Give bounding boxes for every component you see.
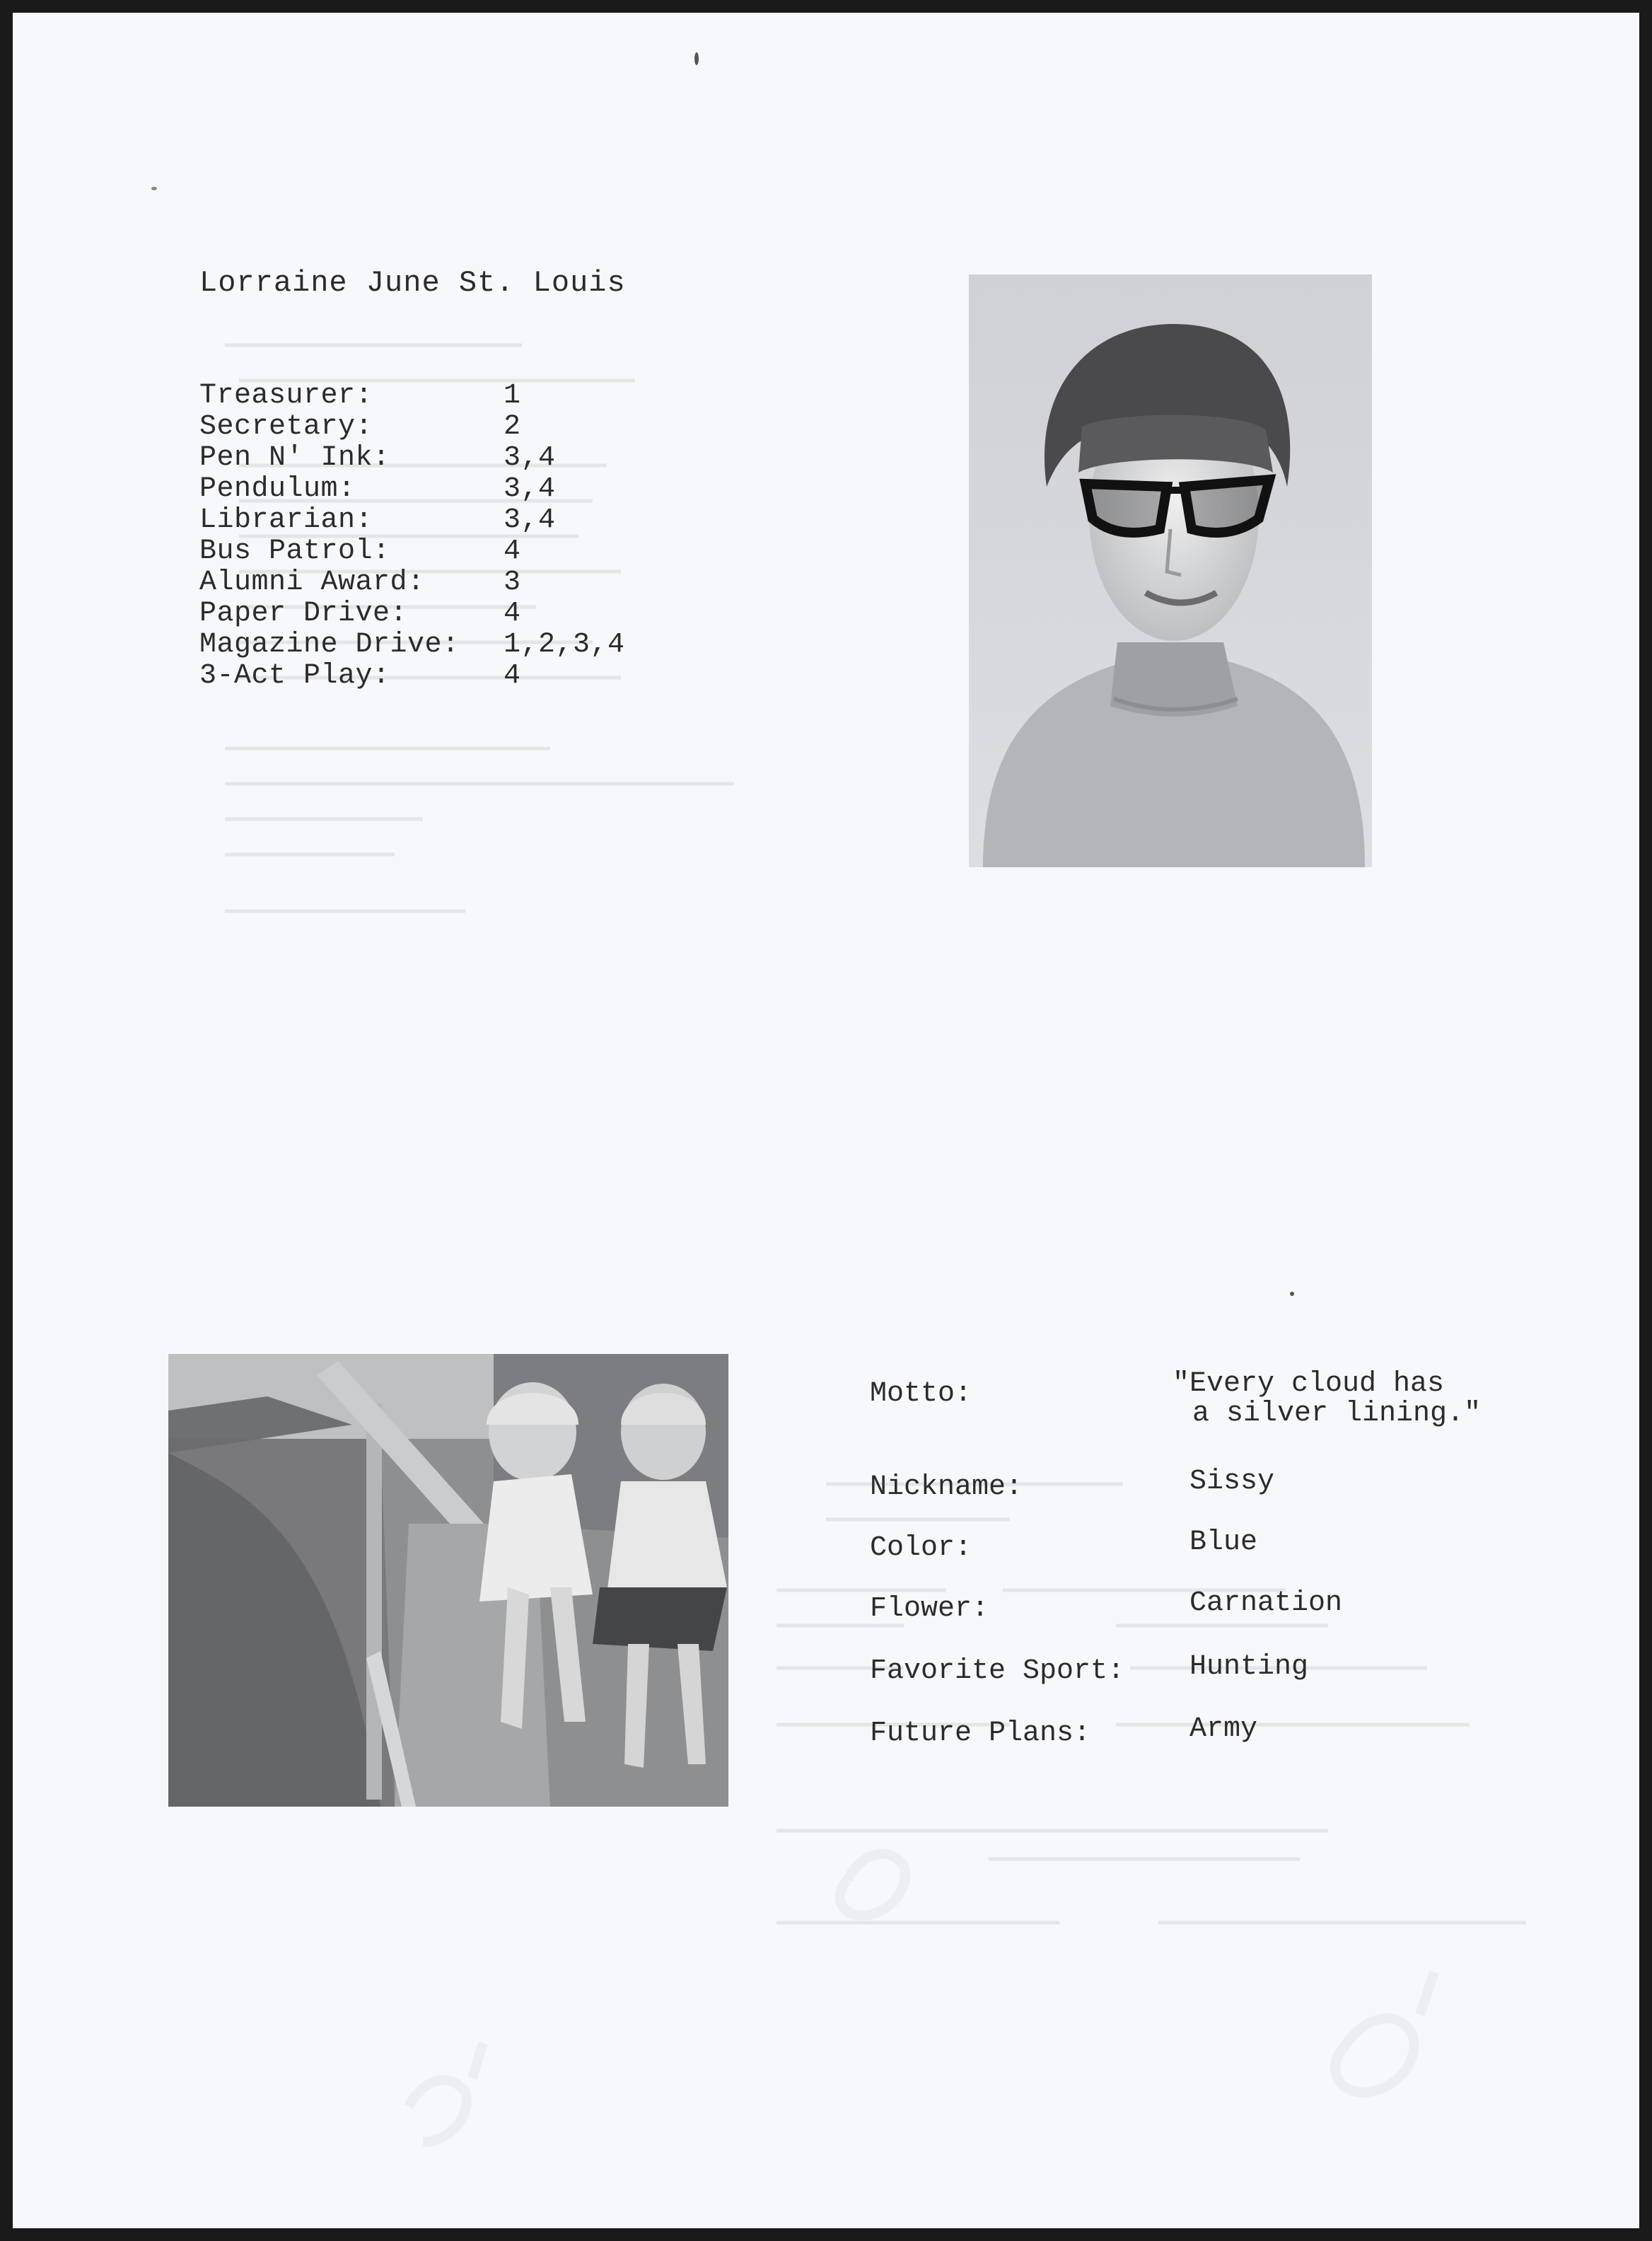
activity-label: Paper Drive:	[199, 598, 408, 630]
flower-label: Flower:	[870, 1593, 989, 1625]
nickname-label: Nickname:	[870, 1471, 1023, 1503]
activity-years: 2	[504, 411, 521, 443]
activity-label: Magazine Drive:	[199, 629, 460, 661]
motto-value	[1173, 1370, 1481, 1429]
activity-row	[199, 412, 625, 443]
color-value: Blue	[1189, 1527, 1258, 1558]
activity-years: 4	[504, 660, 521, 692]
activity-label: Bus Patrol:	[199, 535, 390, 567]
activity-label: Alumni Award:	[199, 567, 425, 598]
color-label: Color:	[870, 1532, 972, 1564]
activity-years: 4	[504, 598, 521, 630]
paper-speck	[1290, 1292, 1294, 1296]
future-plans-label: Future Plans:	[870, 1718, 1091, 1749]
nickname-value: Sissy	[1189, 1466, 1275, 1498]
activity-label: Librarian:	[199, 504, 373, 536]
activity-years: 3	[504, 567, 521, 598]
motto-label: Motto:	[870, 1378, 972, 1410]
activity-row	[199, 381, 625, 412]
activity-row	[199, 536, 625, 567]
activity-row	[199, 598, 625, 630]
student-name: Lorraine June St. Louis	[199, 266, 626, 300]
activity-row	[199, 505, 625, 536]
activity-row	[199, 474, 625, 505]
activities-list	[199, 381, 625, 692]
favorite-sport-value: Hunting	[1189, 1651, 1309, 1683]
activity-label: 3-Act Play:	[199, 660, 390, 692]
favorite-sport-label: Favorite Sport:	[870, 1655, 1125, 1687]
activity-label: Pen N' Ink:	[199, 442, 390, 474]
childhood-snapshot-photo	[168, 1354, 728, 1807]
activity-label: Treasurer:	[199, 380, 373, 412]
yearbook-page	[13, 13, 1639, 2228]
future-plans-value: Army	[1189, 1713, 1258, 1745]
activity-label: Pendulum:	[199, 473, 356, 505]
senior-portrait-photo	[969, 274, 1372, 867]
activity-years: 1,2,3,4	[504, 629, 625, 661]
motto-line-2: a silver lining."	[1192, 1398, 1482, 1430]
activity-years: 3,4	[504, 442, 556, 474]
activity-years: 4	[504, 535, 521, 567]
activity-years: 3,4	[504, 504, 556, 536]
motto-line-1: "Every cloud has	[1173, 1368, 1445, 1400]
show-through-marks	[13, 13, 1639, 2228]
paper-speck	[694, 52, 699, 65]
activity-row	[199, 630, 625, 661]
activity-row	[199, 443, 625, 474]
activity-row	[199, 567, 625, 598]
paper-speck	[151, 187, 157, 190]
activity-years: 1	[504, 380, 521, 412]
flower-value: Carnation	[1189, 1587, 1343, 1619]
activity-label: Secretary:	[199, 411, 373, 443]
activity-row	[199, 661, 625, 692]
activity-years: 3,4	[504, 473, 556, 505]
